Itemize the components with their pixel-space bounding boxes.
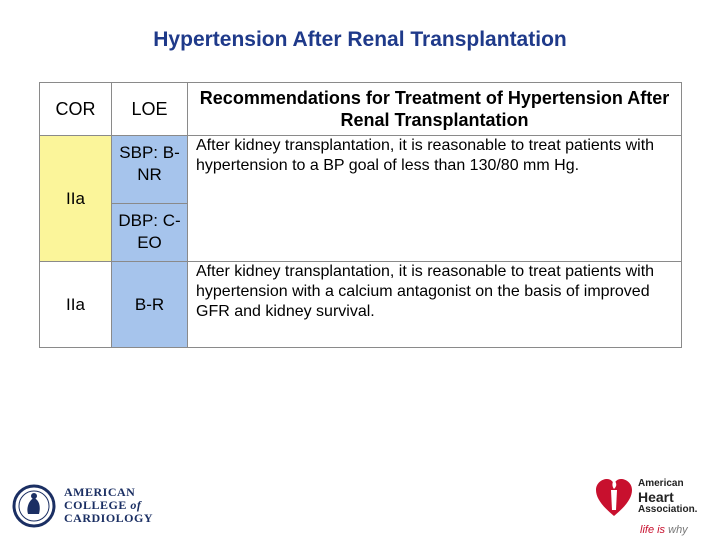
loe-cell	[112, 204, 188, 262]
acc-seal-icon	[12, 484, 56, 528]
aha-logo	[592, 474, 716, 538]
loe-header: LOE	[112, 83, 188, 136]
recommendation-cell: After kidney transplantation, it is reasonable to treat patients with hypertension to a BP goal of less than 130/80 mm Hg.	[188, 136, 682, 262]
loe-cell: B-R	[112, 262, 188, 348]
recommendation-cell: After kidney transplantation, it is reasonable to treat patients with hypertension with a calcium antagonist on the basis of improved GFR and kidney survival.	[188, 262, 682, 348]
acc-wordmark: AMERICAN COLLEGE of CARDIOLOGY	[64, 485, 154, 525]
recommendations-table	[39, 82, 682, 348]
loe-value: DBP: C-EO	[118, 211, 181, 252]
loe-value: SBP: B-NR	[119, 143, 180, 184]
page-title: Hypertension After Renal Transplantation	[153, 28, 567, 51]
aha-wordmark: American Heart Association.	[638, 478, 698, 515]
acc-logo	[12, 484, 182, 530]
table-row	[40, 262, 682, 348]
cor-header: COR	[40, 83, 112, 136]
loe-cell	[112, 136, 188, 204]
aha-tagline: life is why	[640, 524, 688, 536]
table-header-row	[40, 83, 682, 136]
recommendation-header: Recommendations for Treatment of Hypertension After Renal Transplantation	[188, 83, 682, 136]
table-row	[40, 136, 682, 204]
cor-cell: IIa	[40, 136, 112, 262]
heart-torch-icon	[594, 476, 634, 518]
cor-cell: IIa	[40, 262, 112, 348]
